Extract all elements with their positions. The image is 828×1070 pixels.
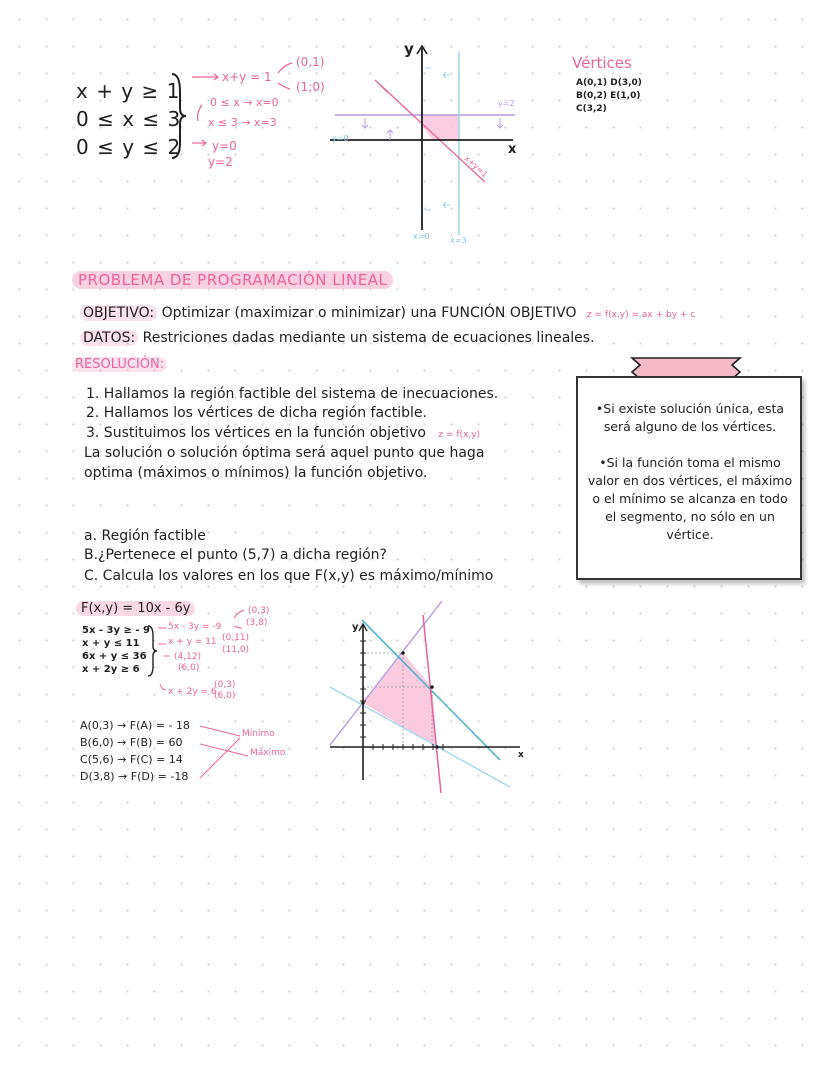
note-point-1: •Si existe solución única, esta será alguno de los vértices. bbox=[595, 401, 785, 434]
system-point-2: (1;0) bbox=[296, 80, 325, 94]
note-point-2: •Si la función toma el mismo valor en dos vértices, el máximo o el mínimo se alcanza en todo el segmento, no sólo en un vértice. bbox=[587, 455, 793, 542]
example-point-3a: (4,12) bbox=[174, 652, 202, 662]
label-y0: y=0 bbox=[332, 134, 349, 143]
system-line-3b: y=2 bbox=[208, 155, 233, 169]
datos-text: Restriciones dadas mediante un sistema de ecuaciones lineales. bbox=[142, 330, 595, 346]
example-point-1b: (3,8) bbox=[246, 618, 268, 628]
objetivo-formula: z = f(x,y) = ax + by + c bbox=[586, 310, 696, 320]
label-x3: x=3 bbox=[450, 236, 467, 245]
objective-function-text: F(x,y) = 10x - 6y bbox=[76, 601, 195, 616]
example-point-2a: (0,11) bbox=[222, 633, 250, 643]
objetivo-text: Optimizar (maximizar o minimizar) una FUNCIÓN OBJETIVO bbox=[161, 305, 577, 321]
system-line-2a: 0 ≤ x → x=0 bbox=[210, 96, 279, 109]
result-B bbox=[80, 734, 190, 751]
resolucion-text: RESOLUCIÓN: bbox=[72, 357, 167, 372]
vertices-line-2: B(0,2) E(1,0) bbox=[576, 91, 641, 101]
resolucion-heading bbox=[72, 357, 167, 372]
label-x-plus-y-1: x+y=1 bbox=[462, 153, 490, 180]
datos-label: DATOS: bbox=[80, 330, 138, 346]
example-line-4: x + 2y = 6 bbox=[168, 687, 217, 697]
label-x0: x=0 bbox=[413, 232, 430, 241]
system-point-1: (0,1) bbox=[296, 55, 325, 69]
objetivo-row bbox=[80, 303, 695, 325]
step-3-formula: z = f(x,y) bbox=[438, 430, 481, 440]
note-card bbox=[576, 376, 802, 580]
step-1: 1. Hallamos la región factible del sistema de inecuaciones. bbox=[86, 386, 499, 402]
example-point-4a: (0,3) bbox=[214, 680, 236, 690]
step-3 bbox=[86, 423, 480, 445]
example-ineq-4: x + 2y ≥ 6 bbox=[82, 664, 140, 675]
example-point-1a: (0,3) bbox=[248, 606, 270, 616]
label-y2: y=2 bbox=[498, 99, 515, 108]
step-3-text: 3. Sustituimos los vértices en la función objetivo bbox=[86, 425, 426, 441]
result-C bbox=[80, 751, 190, 768]
section-heading-text: PROBLEMA DE PROGRAMACIÓN LINEAL bbox=[72, 271, 393, 289]
vertices-line-3: C(3,2) bbox=[576, 104, 607, 114]
section-heading bbox=[72, 271, 393, 289]
step-2: 2. Hallamos los vértices de dicha región factible. bbox=[86, 405, 427, 421]
solution-line-2: optima (máximos o mínimos) la función objetivo. bbox=[84, 465, 428, 481]
example-ineq-2: x + y ≤ 11 bbox=[82, 638, 140, 649]
example-line-2: x + y = 11 bbox=[168, 637, 217, 647]
example-line-1: 5x - 3y = -9 bbox=[168, 622, 222, 632]
example-inequalities bbox=[82, 624, 150, 676]
example-point-3b: (6,0) bbox=[178, 663, 200, 673]
vertices-line-1: A(0,1) D(3,0) bbox=[576, 78, 642, 88]
example-ineq-1: 5x - 3y ≥ - 9 bbox=[82, 625, 150, 636]
inequality-2: 0 ≤ x ≤ 3 bbox=[76, 107, 182, 131]
result-D bbox=[80, 768, 190, 785]
datos-row bbox=[80, 328, 595, 348]
bottom-graph-y-label: y bbox=[352, 622, 359, 633]
results-list bbox=[80, 717, 190, 785]
bottom-graph-x-label: x bbox=[518, 750, 524, 760]
example-point-4b: (6,0) bbox=[214, 691, 236, 701]
inequality-1: x + y ≥ 1 bbox=[76, 79, 181, 103]
system-line-1: x+y = 1 bbox=[222, 70, 272, 84]
solution-line-1: La solución o solución óptima será aquel punto que haga bbox=[84, 445, 485, 461]
exercise-b: B.¿Pertenece el punto (5,7) a dicha región? bbox=[84, 547, 387, 563]
maximo-label: Máximo bbox=[250, 748, 286, 758]
objetivo-label: OBJETIVO: bbox=[80, 305, 157, 321]
exercise-c: C. Calcula los valores en los que F(x,y) es máximo/mínimo bbox=[84, 568, 494, 584]
minimo-label: Mínimo bbox=[242, 729, 275, 739]
system-line-2b: x ≤ 3 → x=3 bbox=[208, 116, 277, 129]
inequality-3: 0 ≤ y ≤ 2 bbox=[76, 135, 182, 159]
top-feasible-region-graph bbox=[325, 40, 525, 245]
result-D-text: D(3,8) → F(D) = -18 bbox=[80, 770, 189, 783]
vertices-title: Vértices bbox=[572, 54, 632, 72]
system-line-3a: y=0 bbox=[212, 139, 237, 153]
result-A bbox=[80, 717, 190, 734]
example-ineq-3: 6x + y ≤ 36 bbox=[82, 651, 147, 662]
example-point-2b: (11,0) bbox=[222, 645, 250, 655]
top-graph-y-label: y bbox=[404, 40, 414, 58]
system-brace bbox=[170, 72, 190, 162]
top-graph-x-label: x bbox=[508, 142, 517, 157]
result-A-text: A(0,3) → F(A) = - 18 bbox=[80, 719, 190, 732]
result-C-text: C(5,6) → F(C) = 14 bbox=[80, 753, 183, 766]
exercise-a: a. Región factible bbox=[84, 528, 206, 544]
result-B-text: B(6,0) → F(B) = 60 bbox=[80, 736, 183, 749]
